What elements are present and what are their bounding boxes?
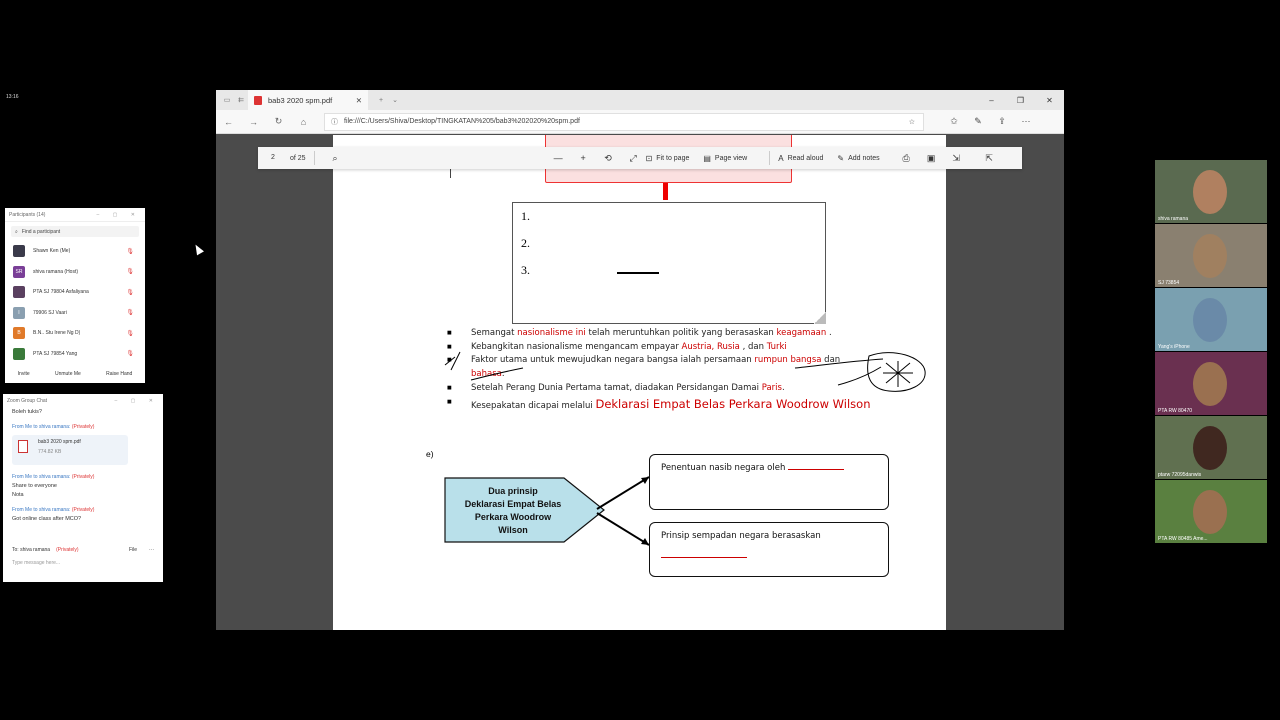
participant-video bbox=[1193, 170, 1227, 214]
video-tile[interactable] bbox=[1155, 224, 1267, 287]
address-bar bbox=[216, 110, 1064, 134]
chat-message-text: Nota bbox=[12, 492, 24, 498]
pdf-viewer bbox=[216, 135, 1064, 630]
participant-row[interactable] bbox=[5, 303, 145, 324]
info-icon: ⓘ bbox=[331, 118, 338, 126]
participant-video bbox=[1193, 426, 1227, 470]
fullscreen-icon[interactable]: ⤢ bbox=[629, 152, 637, 163]
video-participant-name: SJ 73854 bbox=[1158, 280, 1180, 286]
handwritten-dash bbox=[617, 272, 659, 274]
participant-name: B.N.. Stu Irene Ng D) bbox=[33, 330, 81, 337]
add-notes-icon: ✎ bbox=[837, 153, 845, 163]
video-tile[interactable] bbox=[1155, 352, 1267, 415]
participant-name: shiva ramana (Host) bbox=[33, 268, 79, 275]
fit-icon: ⊡ bbox=[645, 153, 653, 163]
back-icon[interactable]: ← bbox=[224, 116, 233, 127]
file-size: 774.82 KB bbox=[38, 449, 62, 455]
file-name: bab3 2020 spm.pdf bbox=[38, 439, 81, 445]
pdf-file-icon bbox=[18, 440, 28, 453]
home-icon[interactable]: ⌂ bbox=[300, 116, 307, 127]
avatar: B bbox=[13, 327, 25, 339]
participant-video bbox=[1193, 490, 1227, 534]
menu-icon[interactable]: ··· bbox=[1021, 116, 1031, 126]
video-tile[interactable] bbox=[1155, 160, 1267, 223]
participant-name: PTA SJ 79854 Yang bbox=[33, 350, 78, 357]
search-icon[interactable]: ⌕ bbox=[332, 152, 338, 163]
search-icon: ⌕ bbox=[15, 228, 18, 235]
zoom-in-icon[interactable]: + bbox=[580, 153, 586, 163]
chat-message: From Me to shiva ramana: (Privately) bbox=[12, 424, 95, 430]
bullet-item: ■ Setelah Perang Dunia Pertama tamat, diadakan Persidangan Damai Paris. bbox=[447, 382, 917, 396]
chat-file-attachment[interactable] bbox=[12, 435, 128, 465]
chat-recipient-row: To: shiva ramana (Privately) File ··· bbox=[12, 547, 154, 553]
tab-actions-icon[interactable]: ▭ bbox=[223, 97, 231, 104]
favorite-star-icon[interactable]: ☆ bbox=[908, 118, 915, 126]
chat-message-text: Got online class after MCO? bbox=[12, 516, 82, 522]
rotate-icon[interactable]: ⟲ bbox=[604, 152, 612, 163]
video-participant-name: Yang's iPhone bbox=[1158, 344, 1190, 350]
participant-video bbox=[1193, 234, 1227, 278]
window-controls[interactable]: – ▢ ✕ bbox=[96, 211, 141, 218]
bullet-item: ■ Kebangkitan nasionalisme mengancam empayar Austria, Rusia , dan Turki bbox=[447, 341, 917, 355]
participant-row[interactable] bbox=[5, 344, 145, 365]
participant-name: PTA SJ 79804 Asfaliyana bbox=[33, 289, 89, 296]
participant-list bbox=[5, 241, 145, 364]
participants-titlebar bbox=[5, 208, 145, 222]
save-icon[interactable]: ▣ bbox=[926, 152, 936, 163]
participant-name: 79906 SJ Vaari bbox=[33, 309, 67, 316]
chat-message: From Me to shiva ramana: (Privately) bbox=[12, 474, 95, 480]
add-notes-button[interactable]: ✎ Add notes bbox=[837, 153, 880, 163]
page-view-icon: ▤ bbox=[703, 153, 711, 163]
more-icon[interactable]: ··· bbox=[149, 547, 154, 553]
muted-mic-icon[interactable]: 🎙 bbox=[126, 310, 137, 317]
refresh-icon[interactable]: ↻ bbox=[274, 116, 283, 126]
tab-list-icon[interactable]: ⌄ bbox=[392, 97, 398, 104]
pin-toolbar-icon[interactable]: ⇱ bbox=[985, 152, 993, 163]
answer-box-1: Penentuan nasib negara oleh bbox=[649, 454, 889, 510]
list-number: 1. bbox=[521, 209, 530, 223]
file-button[interactable]: File bbox=[128, 547, 137, 553]
pen-icon[interactable]: ✎ bbox=[974, 116, 982, 126]
avatar: I bbox=[13, 307, 25, 319]
window-controls bbox=[977, 96, 1064, 105]
tab-bar bbox=[216, 90, 1064, 110]
read-aloud-button[interactable]: A Read aloud bbox=[778, 153, 824, 163]
restore-icon[interactable]: ❐ bbox=[1016, 95, 1025, 105]
participants-panel bbox=[5, 208, 145, 383]
connector-arrows bbox=[593, 465, 653, 555]
video-tile[interactable] bbox=[1155, 288, 1267, 351]
participant-video bbox=[1193, 362, 1227, 406]
page-number-input[interactable]: 2 bbox=[271, 154, 275, 161]
video-participant-name: PTA RW 80485 Ame... bbox=[1158, 536, 1208, 542]
save-as-icon[interactable]: ⇲ bbox=[952, 152, 960, 163]
close-tab-icon[interactable]: ✕ bbox=[355, 95, 362, 105]
forward-icon[interactable]: → bbox=[249, 116, 258, 127]
muted-mic-icon[interactable]: 🎙 bbox=[126, 351, 137, 358]
bullet-item: ■ Faktor utama untuk mewujudkan negara bangsa ialah persamaan rumpun bangsa dan bahasa. bbox=[447, 354, 917, 381]
minimize-icon[interactable]: – bbox=[989, 95, 994, 105]
fit-to-page-button[interactable]: ⊡ Fit to page bbox=[645, 153, 690, 163]
participants-title: Participants (14) bbox=[9, 211, 46, 218]
list-number: 3. bbox=[521, 263, 530, 277]
zoom-out-icon[interactable]: — bbox=[553, 153, 563, 163]
chat-message: From Me to shiva ramana: (Privately) bbox=[12, 507, 95, 513]
tab-title: bab3 2020 spm.pdf bbox=[268, 95, 333, 105]
mouse-cursor bbox=[192, 243, 204, 256]
system-clock: 13:16 bbox=[6, 94, 19, 100]
page-count: of 25 bbox=[290, 154, 306, 162]
participant-search-input[interactable]: ⌕ Find a participant bbox=[11, 226, 139, 237]
bullet-list bbox=[447, 327, 917, 413]
close-window-icon[interactable]: ✕ bbox=[1046, 95, 1053, 105]
chat-titlebar bbox=[3, 394, 163, 408]
section-label: e) bbox=[426, 449, 434, 459]
print-icon[interactable]: ⎙ bbox=[902, 152, 910, 163]
participant-video bbox=[1193, 298, 1227, 342]
muted-mic-icon[interactable]: 🎙 bbox=[126, 269, 137, 276]
pdf-icon bbox=[254, 96, 262, 105]
chat-message-text: Share to everyone bbox=[12, 483, 57, 489]
participant-row[interactable] bbox=[5, 282, 145, 303]
muted-mic-icon[interactable]: 🎙 bbox=[126, 289, 137, 296]
bullet-item: ■ Semangat nasionalisme ini telah meruntuhkan politik yang berasaskan keagamaan . bbox=[447, 327, 917, 341]
video-participant-name: shiva ramana bbox=[1158, 216, 1189, 222]
bullet-item: ■ Kesepakatan dicapai melalui Deklarasi Empat Belas Perkara Woodrow Wilson bbox=[447, 396, 917, 414]
browser-toolbar bbox=[942, 116, 1038, 127]
favorites-icon[interactable]: ✩ bbox=[950, 116, 958, 126]
participant-row[interactable] bbox=[5, 241, 145, 262]
avatar bbox=[13, 245, 25, 257]
participant-row[interactable] bbox=[5, 323, 145, 344]
chat-message-input[interactable]: Type message here... bbox=[12, 560, 61, 566]
diagram-connector bbox=[663, 183, 668, 200]
window-controls[interactable]: – ▢ ✕ bbox=[114, 398, 159, 404]
new-tab-icon[interactable]: + bbox=[378, 96, 384, 104]
participants-footer bbox=[5, 371, 145, 377]
page-view-button[interactable]: ▤ Page view bbox=[703, 153, 748, 163]
avatar: SR bbox=[13, 266, 25, 278]
recipient-select[interactable]: shiva ramana bbox=[20, 547, 51, 553]
read-aloud-icon: A bbox=[778, 153, 784, 163]
numbered-answer-box bbox=[512, 202, 826, 324]
pdf-toolbar bbox=[258, 147, 1022, 169]
muted-mic-icon[interactable]: 🎙 bbox=[126, 330, 137, 337]
unmute-button[interactable]: Unmute Me bbox=[54, 371, 81, 377]
answer-box-2: Prinsip sempadan negara berasaskan bbox=[649, 522, 889, 577]
video-participant-name: PTA RW 80470 bbox=[1158, 408, 1192, 414]
participant-row[interactable] bbox=[5, 262, 145, 283]
chat-title: Zoom Group Chat bbox=[7, 398, 48, 404]
raise-hand-button[interactable]: Raise Hand bbox=[106, 371, 133, 377]
chat-panel bbox=[3, 394, 163, 582]
pdf-page bbox=[333, 135, 946, 630]
invite-button[interactable]: Invite bbox=[17, 371, 30, 377]
list-number: 2. bbox=[521, 236, 530, 250]
browser-window bbox=[216, 90, 1064, 630]
share-icon[interactable]: ⇪ bbox=[998, 116, 1006, 126]
video-tile[interactable] bbox=[1155, 480, 1267, 543]
avatar bbox=[13, 286, 25, 298]
set-aside-tabs-icon[interactable]: ⇇ bbox=[238, 97, 244, 104]
avatar bbox=[13, 348, 25, 360]
tab-pdf[interactable] bbox=[248, 90, 368, 110]
video-participant-name: ptarw 72095danwis bbox=[1158, 472, 1202, 478]
muted-mic-icon[interactable]: 🎙 bbox=[126, 248, 137, 255]
participant-name: Shawn Ken (Me) bbox=[33, 248, 71, 255]
chat-message: Boleh tukis? bbox=[12, 409, 42, 415]
arrow-text: Dua prinsip Deklarasi Empat Belas Perkara Woodrow Wilson bbox=[464, 486, 562, 535]
video-tile[interactable] bbox=[1155, 416, 1267, 479]
url-input[interactable]: ⓘ file:///C:/Users/Shiva/Desktop/TINGKATAN%205/bab3%202020%20spm.pdf ☆ bbox=[324, 113, 924, 131]
